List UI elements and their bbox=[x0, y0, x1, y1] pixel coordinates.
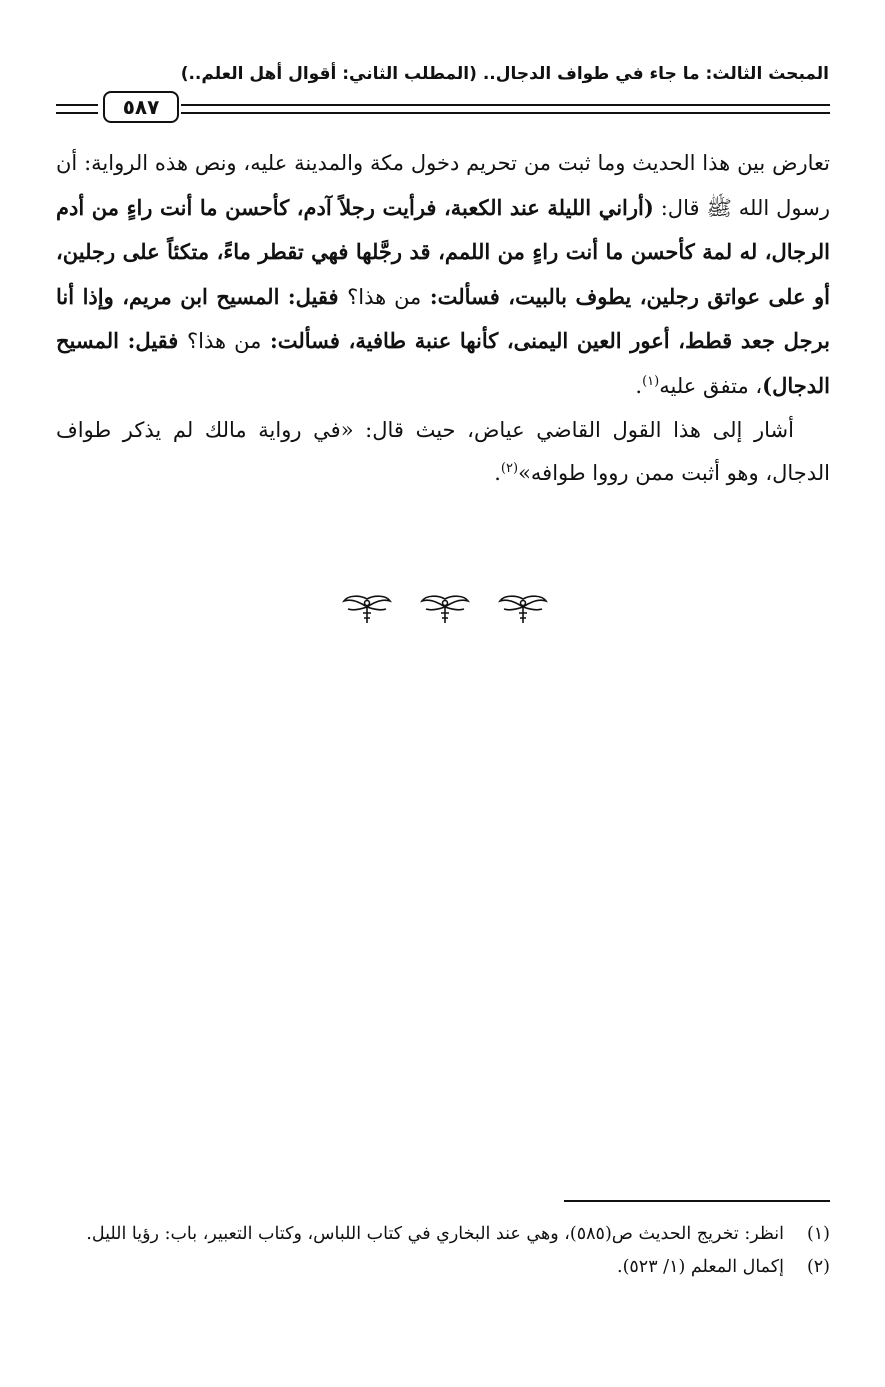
footnote-number: (١) bbox=[806, 1224, 830, 1244]
footnote-number: (٢) bbox=[806, 1257, 830, 1277]
footnote-separator bbox=[564, 1200, 830, 1202]
section-divider bbox=[340, 592, 550, 628]
header-rule-left-bottom bbox=[56, 112, 98, 114]
footnote-ref-1: (١) bbox=[642, 373, 660, 389]
floral-ornament-icon bbox=[418, 593, 472, 627]
footnote-ref-2: (٢) bbox=[500, 461, 519, 477]
footnote-text: انظر: تخريج الحديث ص(٥٨٥)، وهي عند البخاري في كتاب اللباس، وكتاب التعبير، باب: رؤيا الليل. bbox=[86, 1224, 784, 1244]
footnote-2 bbox=[56, 1251, 830, 1284]
main-text bbox=[56, 142, 830, 496]
header-rule-bottom bbox=[181, 112, 830, 114]
footnote-text: إكمال المعلم (١/ ٥٢٣). bbox=[617, 1257, 784, 1277]
running-title: المبحث الثالث: ما جاء في طواف الدجال.. (المطلب الثاني: أقوال أهل العلم..) bbox=[180, 64, 829, 84]
text-run: تعارض بين هذا الحديث وما ثبت من تحريم دخول مكة والمدينة عليه، bbox=[243, 151, 830, 175]
text-run: ، متفق عليه bbox=[659, 373, 763, 398]
footnotes bbox=[56, 1218, 830, 1284]
header-rule-left-top bbox=[56, 104, 98, 106]
hadith-quote: فقيل: المسيح الدجال) bbox=[56, 328, 830, 398]
floral-ornament-icon bbox=[496, 593, 550, 627]
text-run: . bbox=[494, 461, 501, 486]
paragraph-1 bbox=[56, 142, 830, 409]
text-run: من هذا؟ bbox=[347, 284, 422, 309]
footnote-1 bbox=[56, 1218, 830, 1251]
header-rule-top bbox=[181, 104, 830, 106]
hadith-quote: (أراني الليلة عند الكعبة، فرأيت رجلاً آدم، كأحسن ما أنت راءٍ من أدم الرجال، له لمة كأحسن ما أنت راءٍ من اللمم، قد رجَّلها فهي تقطر ماءً، متكئاً على رجلين، أو على عواتق رجلين، يطوف بالبيت، فسألت: bbox=[56, 194, 830, 309]
page-number: ٥٨٧ bbox=[103, 91, 179, 123]
text-run: أشار إلى هذا القول القاضي عياض، حيث قال: «في رواية مالك لم يذكر طواف الدجال، وهو أثبت ممن رووا طوافه» bbox=[56, 417, 830, 486]
floral-ornament-icon bbox=[340, 593, 394, 627]
hadith-quote: فقيل: المسيح ابن مريم، وإذا أنا برجل جعد قطط، أعور العين اليمنى، كأنها عنبة طافية، فسألت: bbox=[56, 283, 830, 354]
paragraph-2 bbox=[56, 409, 830, 496]
text-run: . bbox=[635, 373, 643, 398]
text-run: ونص هذه الرواية: أن رسول الله ﷺ قال: bbox=[56, 151, 830, 220]
text-run: من هذا؟ bbox=[186, 329, 262, 354]
